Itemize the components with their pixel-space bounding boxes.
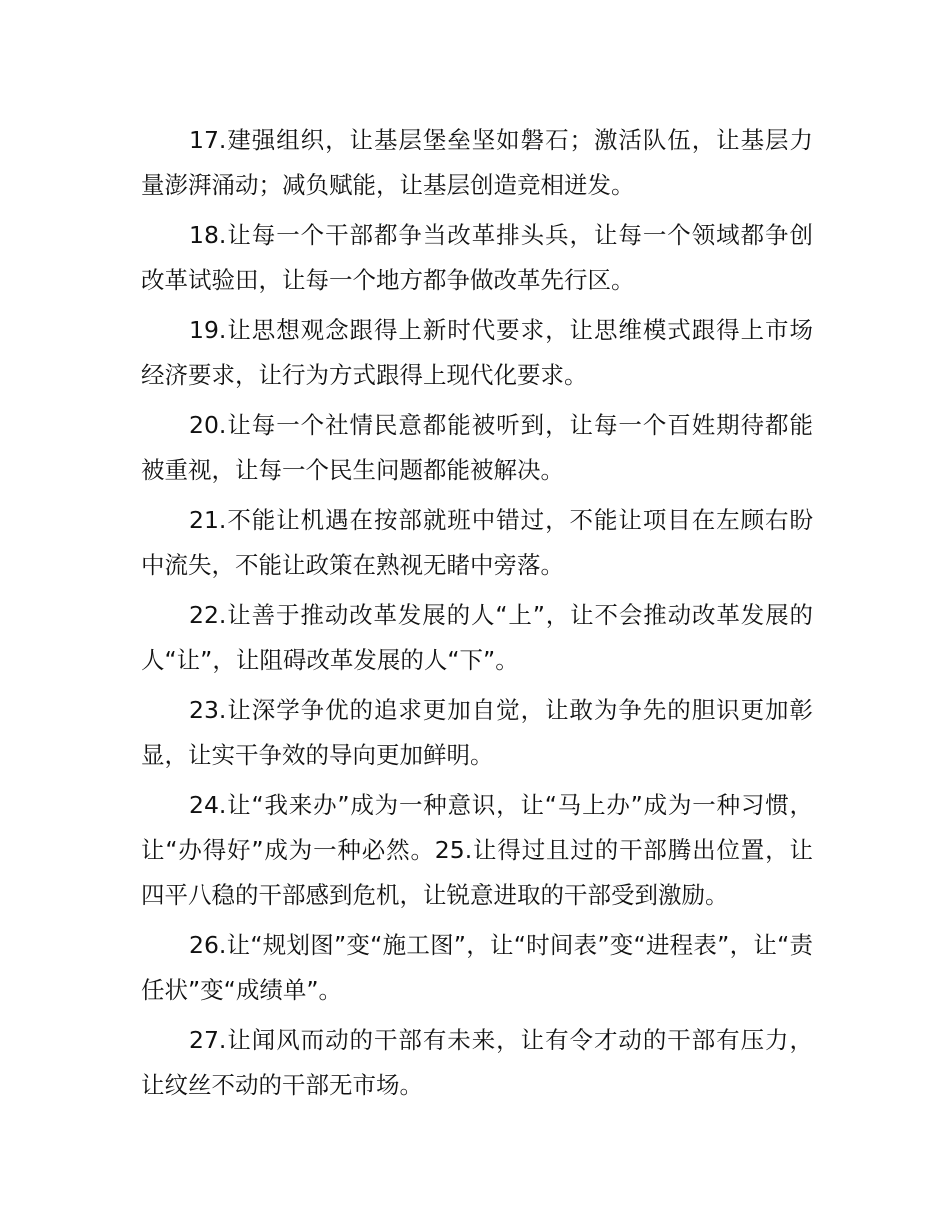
paragraph-21: 21.不能让机遇在按部就班中错过，不能让项目在左顾右盼中流失，不能让政策在熟视无睹中旁落。 [141,506,813,579]
paragraph-18: 18.让每一个干部都争当改革排头兵，让每一个领域都争创改革试验田，让每一个地方都争做改革先行区。 [141,221,813,294]
document-body [141,118,813,1113]
paragraph-23: 23.让深学争优的追求更加自觉，让敢为争先的胆识更加彰显，让实干争效的导向更加鲜明。 [141,696,813,769]
paragraph-27: 27.让闻风而动的干部有未来，让有令才动的干部有压力，让纹丝不动的干部无市场。 [141,1026,813,1099]
paragraph-26: 26.让“规划图”变“施工图”，让“时间表”变“进程表”，让“责任状”变“成绩单”。 [141,931,813,1004]
paragraph-20: 20.让每一个社情民意都能被听到，让每一个百姓期待都能被重视，让每一个民生问题都能被解决。 [141,411,813,484]
paragraph-19: 19.让思想观念跟得上新时代要求，让思维模式跟得上市场经济要求，让行为方式跟得上现代化要求。 [141,316,813,389]
paragraph-22: 22.让善于推动改革发展的人“上”，让不会推动改革发展的人“让”，让阻碍改革发展的人“下”。 [141,601,813,674]
paragraph-17: 17.建强组织，让基层堡垒坚如磐石；激活队伍，让基层力量澎湃涌动；减负赋能，让基层创造竞相迸发。 [141,126,813,199]
paragraph-24-25: 24.让“我来办”成为一种意识，让“马上办”成为一种习惯，让“办得好”成为一种必然。25.让得过且过的干部腾出位置，让四平八稳的干部感到危机，让锐意进取的干部受到激励。 [141,791,813,909]
